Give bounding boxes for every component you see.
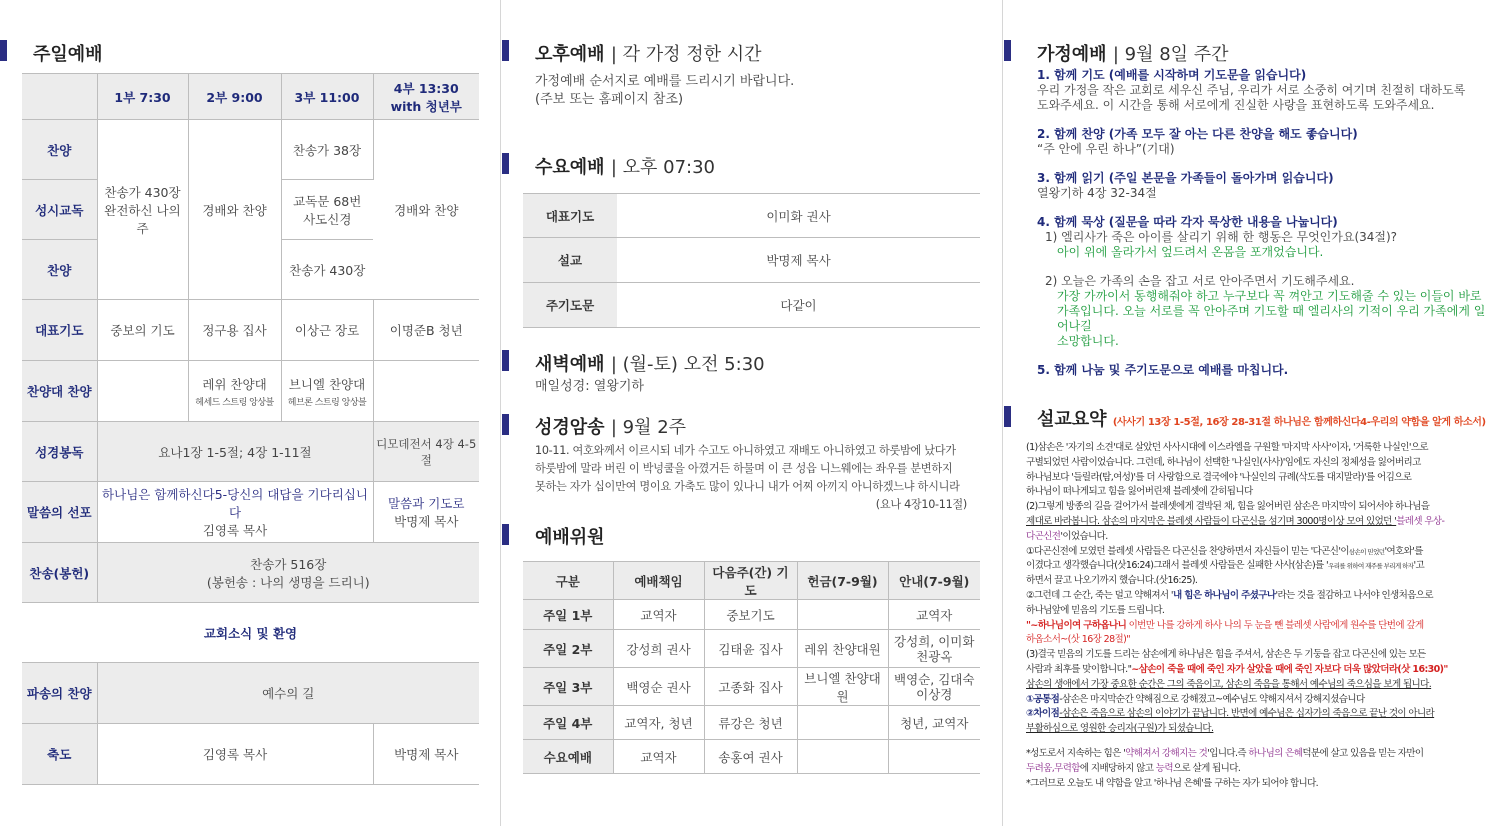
service2-praise: 경배와 찬양	[188, 120, 281, 300]
wed-value-sermon: 박명제 목사	[617, 238, 980, 283]
sermon-service4: 말씀과 기도로 박명제 목사	[373, 482, 479, 543]
row-label-sermon: 말씀의 선포	[22, 482, 97, 543]
committee-cell: 교역자	[613, 740, 704, 774]
committee-cell	[797, 706, 888, 740]
wed-label-sermon: 설교	[523, 238, 617, 283]
sermon-summary: (1)삼손은 '자기의 소견'대로 살았던 사사시대에 이스라엘을 구원할 '마지막 사사'이자, '거룩한 나실인'으로 구별되었던 사람이었습니다. 그런데, 하나님이 선택한 '나실인(사사)'임에도 자신의 정체성을 잃어버리고 하나님보다 '들릴라(탐,여성)'를 더 사랑함으로 결국에야 '나실인의 규례(삭도를 대지말라)'를 어김으로 하나님이 떠나게되고 힘을 잃어버린채 블레셋에 갇히됩니다 (2)그렇게 방종의 길을 걸어가서 블레셋에게 결박된 채, 힘을 잃어버린 삼손은 마지막이 되어서야 하나님을 제대로 바라봅니다. 삼손의 마지막은 블레셋 사람들이 다곤신을 섬기며 3000명이상 모여 있었던 '블레셋 우상- 다곤신전'이었습니다. ①다곤신전에 모였던 블레셋 사람들은 다곤신을 찬양하면서 자신들이 믿는 '다곤신'이삼손이 믿었던'여호와'를 이겼다고 생각했습니다(삿16:24)그래서 블레셋 사람들은 실패한 사사(삼손)를 '우리를 위하여 재주를 부리게 하자'고 하면서 끌고 나오기까지 했습니다.(삿16:25). ②그런데 그 순간, 죽는 덜고 약해져서 '내 힘은 하나님이 주셨구나'라는 것을 절감하고 나서야 인생처음으로 하나님앞에 믿음의 기도를 드립니다. "~하나님이여 구하옵나니 이번만 나를 강하게 하사 나의 두 눈을 뺀 블레셋 사람에게 원수를 단번에 갚게 하옵소서~(삿 16장 28절)" (3)결국 믿음의 기도를 드리는 삼손에게 하나님은 힘을 주셔서, 삼손은 두 기둥을 잡고 다곤신에 있는 모든 사람과 최후를 맞이합니다."~삼손이 죽을 때에 죽인 자가 살았을 때에 죽인 자보다 더욱 많았더라(삿 16:30)" 삼손의 생애에서 가장 중요한 순간은 그의 죽음이고, 삼손의 죽음을 통해서 예수님의 죽으심을 보게 됩니다. ①공통점-삼손은 마지막순간 약해짐으로 강해졌고~예수님도 약해지셔서 강해지셨습니다 ②차이점-삼손은 죽음으로 삼손의 이야기가 끝납니다. 반면에 예수님은 십자가의 죽음으로 끝난 것이 아니라 부활하심으로 영원한 승리자(구원)가 되셨습니다. *성도로서 지속하는 힘은 '약해져서 강해지는 것'입니다.즉 하나님의 은혜덕분에 살고 있음을 믿는 자만이 두려움,무력함에 지배당하지 않고 능력으로 살게 됩니다. *그러므로 오늘도 내 약함을 알고 '하나님 은혜'를 구하는 자가 되어야 합니다.	[1026, 442, 1448, 789]
column-divider-left	[500, 0, 501, 826]
summary-title: 설교요약 (사사기 13장 1-5절, 16장 28-31절 하나님은 함께하신다4-우리의 약함을 알게 하소서)	[1037, 409, 1486, 430]
service1-choir	[97, 361, 188, 422]
row-label-choir: 찬양대 찬양	[22, 361, 97, 422]
offering-main: 찬송가 516장 (봉헌송 : 나의 생명을 드리니)	[97, 543, 479, 603]
committee-cell: 교역자, 청년	[613, 706, 704, 740]
header-blank	[22, 74, 97, 120]
section-marker	[502, 414, 509, 435]
committee-cell: 김태윤 집사	[704, 630, 797, 668]
row-label-reading: 성경봉독	[22, 422, 97, 482]
wed-value-prayer: 이미화 권사	[617, 194, 980, 238]
service3-prayer: 이상근 장로	[281, 300, 373, 361]
dawn-title: 새벽예배 | (월-토) 오전 5:30	[535, 354, 765, 375]
committee-header-usher: 안내(7-9월)	[888, 562, 980, 600]
header-service-3: 3부 11:00	[281, 74, 373, 120]
memory-title: 성경암송 | 9월 2주	[535, 417, 687, 438]
service4-prayer: 이명준B 청년	[373, 300, 479, 361]
family-worship-guide: 1. 함께 기도 (예배를 시작하며 기도문을 읽습니다) 우리 가정을 작은 교회로 세우신 주님, 우리가 서로 소중히 여기며 친절히 대하도록 도와주세요. 이 시간을 통해 서로에게 진실한 사랑을 표현하도록 도와주세요. 2. 함께 찬양 (가족 모두 잘 아는 다른 찬양을 해도 좋습니다) “주 안에 우린 하나”(기대) 3. 함께 읽기 (주일 본문을 가족들이 돌아가며 읽습니다) 열왕기하 4장 32-34절 4. 함께 묵상 (질문을 따라 각자 묵상한 내용을 나눕니다) 1) 엘리사가 죽은 아이를 살리기 위해 한 행동은 무엇인가요(34절)? 아이 위에 올라가서 엎드려서 온몸을 포개었습니다. 2) 오늘은 가족의 손을 잡고 서로 안아주면서 기도해주세요. 가장 가까이서 동행해줘야 하고 누구보다 꼭 껴안고 기도해줄 수 있는 이들이 바로 가족입니다. 오늘 서로를 꼭 안아주며 기도할 때 엘리사의 기적이 우리 가족에게 일어나길 소망합니다. 5. 함께 나눔 및 주기도문으로 예배를 마칩니다.	[1037, 68, 1486, 377]
church-news-row: 교회소식 및 환영	[22, 603, 479, 663]
service1-prayer: 중보의 기도	[97, 300, 188, 361]
wed-label-prayer: 대표기도	[523, 194, 617, 238]
service3-hymn2: 찬송가 430장	[281, 240, 373, 300]
section-marker	[502, 40, 509, 61]
committee-cell: 강성희 권사	[613, 630, 704, 668]
committee-header-division: 구분	[523, 562, 613, 600]
row-label-hymn: 찬양	[22, 120, 97, 180]
committee-row-label: 주일 4부	[523, 706, 613, 740]
service4-praise: 경배와 찬양	[373, 120, 479, 300]
sermon-main: 하나님은 함께하신다5-당신의 대답을 기다리십니다 김영록 목사	[97, 482, 373, 543]
committee-cell: 브니엘 찬양대원	[797, 668, 888, 706]
committee-table	[523, 561, 980, 774]
committee-cell: 중보기도	[704, 600, 797, 630]
section-marker	[502, 350, 509, 371]
committee-cell: 교역자	[888, 600, 980, 630]
committee-cell: 백영순 권사	[613, 668, 704, 706]
dawn-reading: 매일성경: 열왕기하	[535, 379, 644, 394]
service3-choir: 브니엘 찬양대 헤브론 스트링 앙상블	[281, 361, 373, 422]
header-service-2: 2부 9:00	[188, 74, 281, 120]
blessing-main: 김영록 목사	[97, 724, 373, 785]
memory-verse: 10-11. 여호와께서 이르시되 네가 수고도 아니하였고 재배도 아니하였고 하룻밤에 났다가 하룻밤에 말라 버린 이 박넝쿨을 아꼈거든 하물며 이 큰 성읍 니느웨에는 좌우를 분변하지 못하는 자가 십이만여 명이요 가축도 많이 있나니 내가 어찌 아끼지 아니하겠느냐 하시니라 (요나 4장10-11절)	[535, 444, 967, 511]
service2-prayer: 정구용 집사	[188, 300, 281, 361]
committee-cell: 레위 찬양대원	[797, 630, 888, 668]
sunday-table	[22, 73, 479, 785]
service4-choir	[373, 361, 479, 422]
afternoon-desc: 가정예배 순서지로 예배를 드리시기 바랍니다. (주보 또는 홈페이지 참조)	[535, 74, 795, 107]
service3-creed: 교독문 68번 사도신경	[281, 180, 373, 240]
committee-row-label: 주일 2부	[523, 630, 613, 668]
wed-value-lordsprayer: 다같이	[617, 283, 980, 328]
sending-main: 예수의 길	[97, 663, 479, 724]
committee-cell: 고종화 집사	[704, 668, 797, 706]
committee-cell	[797, 740, 888, 774]
column-divider-right	[1002, 0, 1003, 826]
sunday-title: 주일예배	[33, 44, 103, 65]
committee-cell: 백영순, 김대숙 이상경	[888, 668, 980, 706]
committee-row-label: 주일 3부	[523, 668, 613, 706]
committee-header-leader: 예배책임	[613, 562, 704, 600]
section-marker	[502, 524, 509, 545]
committee-row-label: 주일 1부	[523, 600, 613, 630]
committee-title: 예배위원	[535, 527, 605, 548]
committee-cell: 송홍여 권사	[704, 740, 797, 774]
section-marker	[502, 153, 509, 174]
header-service-4: 4부 13:30 with 청년부	[373, 74, 479, 120]
family-title: 가정예배 | 9월 8일 주간	[1037, 44, 1229, 65]
section-marker	[1004, 406, 1011, 427]
reading-service4: 디모데전서 4장 4-5절	[373, 422, 479, 482]
committee-header-prayer: 다음주(간) 기도	[704, 562, 797, 600]
row-label-creed: 성시교독	[22, 180, 97, 240]
service3-hymn: 찬송가 38장	[281, 120, 373, 180]
service2-choir: 레위 찬양대 헤세드 스트링 앙상블	[188, 361, 281, 422]
row-label-blessing: 축도	[22, 724, 97, 785]
committee-cell: 교역자	[613, 600, 704, 630]
committee-cell: 류강은 청년	[704, 706, 797, 740]
section-marker	[0, 40, 7, 61]
section-marker	[1004, 40, 1011, 61]
row-label-hymn2: 찬양	[22, 240, 97, 300]
row-label-prayer: 대표기도	[22, 300, 97, 361]
committee-header-offering: 헌금(7-9월)	[797, 562, 888, 600]
committee-cell	[797, 600, 888, 630]
row-label-offering: 찬송(봉헌)	[22, 543, 97, 603]
wednesday-table	[523, 193, 980, 328]
wed-label-lordsprayer: 주기도문	[523, 283, 617, 328]
reading-main: 요나1장 1-5절; 4장 1-11절	[97, 422, 373, 482]
header-service-1: 1부 7:30	[97, 74, 188, 120]
committee-cell: 청년, 교역자	[888, 706, 980, 740]
row-label-sending: 파송의 찬양	[22, 663, 97, 724]
service1-praise: 찬송가 430장 완전하신 나의 주	[97, 120, 188, 300]
committee-cell	[888, 740, 980, 774]
wednesday-title: 수요예배 | 오후 07:30	[535, 157, 716, 178]
afternoon-title: 오후예배 | 각 가정 정한 시간	[535, 44, 762, 65]
blessing-service4: 박명제 목사	[373, 724, 479, 785]
committee-cell: 강성희, 이미화 천광옥	[888, 630, 980, 668]
committee-row-label: 수요예배	[523, 740, 613, 774]
